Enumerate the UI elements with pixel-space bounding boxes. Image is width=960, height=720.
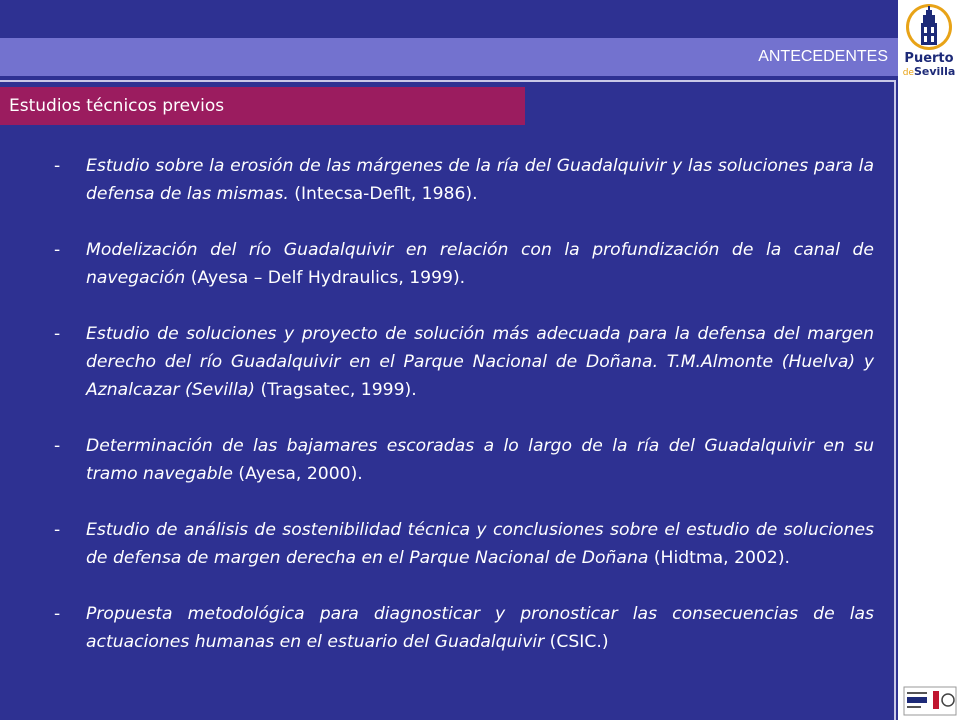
study-title: Modelización del río Guadalquivir en relación con la profundización de la canal de navegación <box>86 240 874 288</box>
puerto-sevilla-logo <box>902 2 956 88</box>
frame-right-line <box>894 80 896 720</box>
section-title: Estudios técnicos previos <box>0 87 525 125</box>
certification-badge <box>903 686 957 716</box>
header-title: ANTECEDENTES <box>758 48 888 65</box>
list-item <box>54 236 874 292</box>
study-title: Propuesta metodológica para diagnosticar y pronosticar las consecuencias de las actuaciones humanas en el estuario del Guadalquivir <box>86 604 874 652</box>
logo-line-2-prefix: de <box>902 68 914 78</box>
studies-list <box>54 152 874 684</box>
study-source: (Hidtma, 2002). <box>648 548 791 568</box>
study-title: Estudio sobre la erosión de las márgenes de la ría del Guadalquivir y las soluciones para la defensa de las mismas. <box>86 156 874 204</box>
logo-line-2 <box>902 65 956 80</box>
study-title: Estudio de soluciones y proyecto de solución más adecuada para la defensa del margen derecho del río Guadalquivir en el Parque Nacional de Doñana. T.M.Almonte (Huelva) y Aznalcazar (Sevilla) <box>86 324 874 400</box>
bullet-dash: - <box>54 520 61 540</box>
list-item <box>54 600 874 656</box>
logo-line-1: Puerto <box>904 51 954 66</box>
bullet-dash: - <box>54 240 61 260</box>
header-bar <box>0 38 898 76</box>
right-panel <box>898 0 960 720</box>
bullet-dash: - <box>54 324 61 344</box>
certification-icon <box>903 686 957 716</box>
bullet-dash: - <box>54 436 61 456</box>
study-source: (Tragsatec, 1999). <box>254 380 417 400</box>
study-title: Determinación de las bajamares escoradas a lo largo de la ría del Guadalquivir en su tramo navegable <box>86 436 874 484</box>
list-item <box>54 516 874 572</box>
tower-icon <box>902 2 956 52</box>
study-source: (Intecsa-Deflt, 1986). <box>288 184 478 204</box>
study-source: (CSIC.) <box>544 632 609 652</box>
study-source: (Ayesa, 2000). <box>232 464 363 484</box>
logo-line-2-main: Sevilla <box>913 65 956 78</box>
list-item <box>54 152 874 208</box>
bullet-dash: - <box>54 156 61 176</box>
list-item <box>54 432 874 488</box>
list-item <box>54 320 874 404</box>
study-title: Estudio de análisis de sostenibilidad técnica y conclusiones sobre el estudio de soluciones de defensa de margen derecha en el Parque Nacional de Doñana <box>86 520 874 568</box>
bullet-dash: - <box>54 604 61 624</box>
study-source: (Ayesa – Delf Hydraulics, 1999). <box>185 268 466 288</box>
frame-top-line <box>0 80 896 82</box>
